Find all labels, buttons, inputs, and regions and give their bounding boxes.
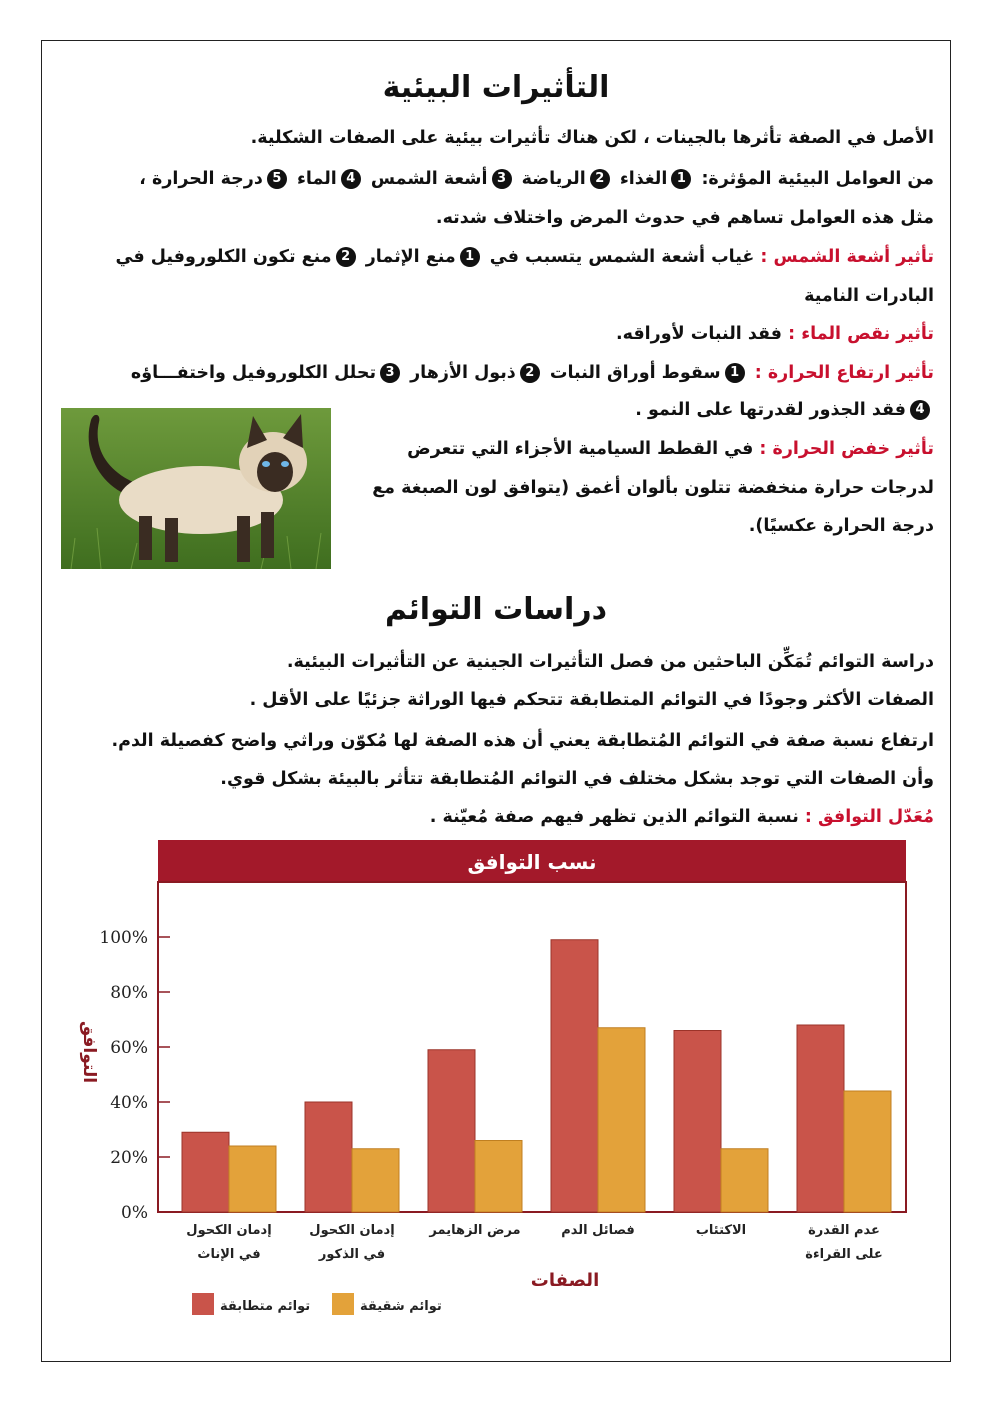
sun-effect-item: منع تكون الكلوروفيل في — [115, 247, 332, 267]
x-category-label: الاكتئاب — [695, 1223, 747, 1238]
number-badge: 1 — [725, 363, 745, 383]
legend-fraternal-twins-label: توائم شقيقة — [360, 1299, 442, 1314]
bar-fraternal-twins — [352, 1149, 399, 1212]
bar-fraternal-twins — [721, 1149, 768, 1212]
chart-ylabel: التوافق — [79, 1020, 99, 1084]
heat-effect-line-2 — [635, 398, 934, 422]
x-category-label: في الذكور — [318, 1247, 386, 1262]
sun-effect-text: غياب أشعة الشمس يتسبب في — [489, 247, 755, 267]
text-line: ارتفاع نسبة صفة في التوائم المُتطابقة يعني أن هذه الصفة لها مُكوّن وراثي واضح كفصيلة الدم. — [111, 731, 934, 751]
heat-effect-item: فقد الجذور لقدرتها على النمو . — [635, 400, 906, 420]
factor-item: الماء — [296, 169, 337, 189]
sun-effect-label: تأثير أشعة الشمس : — [760, 247, 934, 267]
x-category-label: إدمان الكحول — [309, 1223, 395, 1238]
legend-identical-twins-label: توائم متطابقة — [220, 1299, 311, 1314]
y-tick-label: 20% — [110, 1148, 148, 1168]
text-line: لدرجات حرارة منخفضة تتلون بألوان أغمق (يتوافق لون الصبغة مع — [372, 478, 934, 498]
x-category-label: إدمان الكحول — [186, 1223, 272, 1238]
number-badge: 3 — [380, 363, 400, 383]
x-category-label: في الإناث — [197, 1247, 261, 1262]
water-effect-text: فقد النبات لأوراقه. — [615, 324, 783, 344]
factor-item: الرياضة — [521, 169, 586, 189]
number-badge: 2 — [336, 247, 356, 267]
cold-effect-text: في القطط السيامية الأجزاء التي تتعرض — [407, 439, 754, 459]
number-badge: 1 — [671, 169, 691, 189]
factor-item: الغذاء — [619, 169, 668, 189]
factors-intro: من العوامل البيئية المؤثرة: — [701, 169, 934, 189]
number-badge: 5 — [267, 169, 287, 189]
legend-identical-twins-swatch — [192, 1293, 214, 1315]
bar-identical-twins — [797, 1025, 844, 1212]
sun-effect-item: منع الإثمار — [365, 247, 456, 267]
legend-fraternal-twins-swatch — [332, 1293, 354, 1315]
number-badge: 4 — [910, 400, 930, 420]
siamese-cat-photo — [61, 408, 331, 569]
x-category-label: مرض الزهايمر — [429, 1223, 521, 1238]
concordance-text: نسبة التوائم الذين تظهر فيهم صفة مُعيّنة . — [429, 807, 799, 827]
y-tick-label: 0% — [121, 1203, 148, 1223]
heat-effect-item: سقوط أوراق النبات — [549, 363, 721, 383]
bar-fraternal-twins — [598, 1028, 645, 1212]
bar-identical-twins — [428, 1050, 475, 1212]
bar-fraternal-twins — [475, 1141, 522, 1213]
bar-fraternal-twins — [844, 1091, 891, 1212]
number-badge: 2 — [520, 363, 540, 383]
x-category-label: عدم القدرة — [808, 1223, 880, 1238]
bar-identical-twins — [182, 1132, 229, 1212]
number-badge: 1 — [460, 247, 480, 267]
heat-effect-item: ذبول الأزهار — [410, 363, 516, 383]
section-title-twins: دراسات التوائم — [385, 592, 607, 627]
water-effect-line — [616, 322, 934, 346]
water-effect-label: تأثير نقص الماء : — [788, 324, 934, 344]
text-line: البادرات النامية — [804, 286, 934, 306]
concordance-chart — [60, 838, 940, 1328]
section-title-environment: التأثيرات البيئية — [382, 70, 610, 105]
y-tick-label: 60% — [110, 1038, 148, 1058]
bar-fraternal-twins — [229, 1146, 276, 1212]
heat-effect-item: تحلل الكلوروفيل واختفـــاؤه — [130, 363, 377, 383]
heat-effect-line — [131, 361, 934, 385]
cold-effect-label: تأثير خفض الحرارة : — [759, 439, 934, 459]
factor-item: درجة الحرارة ، — [139, 169, 263, 189]
text-line: الأصل في الصفة تأثرها بالجينات ، لكن هناك تأثيرات بيئية على الصفات الشكلية. — [250, 128, 934, 148]
sun-effect-line — [116, 245, 934, 269]
factor-item: أشعة الشمس — [370, 169, 488, 189]
y-tick-label: 80% — [110, 983, 148, 1003]
number-badge: 4 — [341, 169, 361, 189]
concordance-label: مُعَدّل التوافق : — [804, 807, 934, 827]
bar-identical-twins — [551, 940, 598, 1212]
bar-identical-twins — [674, 1031, 721, 1213]
x-category-label: فصائل الدم — [561, 1223, 635, 1238]
siamese-cat-illustration — [61, 408, 331, 569]
factors-line — [139, 167, 934, 191]
number-badge: 3 — [492, 169, 512, 189]
chart-title: نسب التوافق — [467, 850, 597, 874]
number-badge: 2 — [590, 169, 610, 189]
chart-xlabel: الصفات — [530, 1270, 600, 1291]
text-line: وأن الصفات التي توجد بشكل مختلف في التوائم المُتطابقة تتأثر بالبيئة بشكل قوي. — [220, 769, 934, 789]
text-line: الصفات الأكثر وجودًا في التوائم المتطابقة تتحكم فيها الوراثة جزئيًا على الأقل . — [249, 690, 934, 710]
y-tick-label: 40% — [110, 1093, 148, 1113]
text-line: درجة الحرارة عكسيًا). — [748, 516, 934, 536]
heat-effect-label: تأثير ارتفاع الحرارة : — [754, 363, 934, 383]
x-category-label: على القراءة — [805, 1247, 883, 1262]
cold-effect-line — [407, 437, 934, 461]
chart-svg — [60, 838, 940, 1328]
text-line: مثل هذه العوامل تساهم في حدوث المرض واختلاف شدته. — [435, 208, 934, 228]
bar-identical-twins — [305, 1102, 352, 1212]
y-tick-label: 100% — [99, 928, 148, 948]
concordance-definition — [430, 805, 934, 829]
text-line: دراسة التوائم تُمَكِّن الباحثين من فصل التأثيرات الجينية عن التأثيرات البيئية. — [286, 652, 934, 672]
